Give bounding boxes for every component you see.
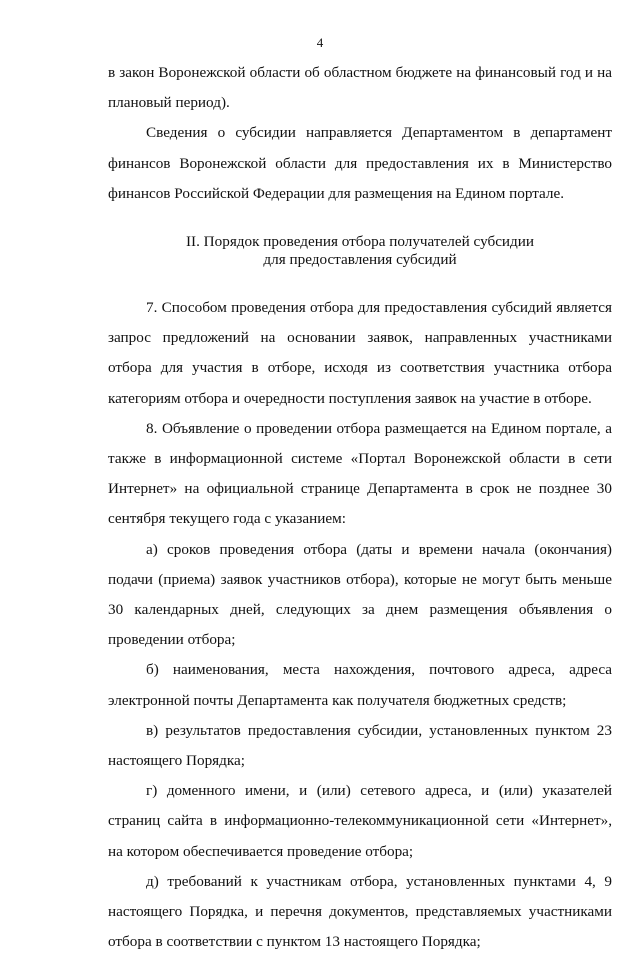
section-heading-line-2: для предоставления субсидий [263, 251, 457, 269]
paragraph-item-8: 8. Объявление о проведении отбора размещается на Едином портале, а также в информационной системе «Портал Воронежской области в сети Интернет» на официальной странице Департамента в срок не позднее 30 сентября текущего года с указанием: [108, 419, 612, 528]
page-number: 4 [316, 35, 324, 50]
section-heading [108, 233, 612, 269]
paragraph-subitem-d: д) требований к участникам отбора, установленных пунктами 4, 9 настоящего Порядка, и перечня документов, представляемых участниками отбора в соответствии с пунктом 13 настоящего Порядка; [108, 872, 612, 951]
section-heading-line-1: II. Порядок проведения отбора получателей субсидии [185, 233, 535, 251]
document-body [108, 58, 612, 957]
paragraph-subitem-a: а) сроков проведения отбора (даты и времени начала (окончания) подачи (приема) заявок участников отбора), которые не могут быть меньше 30 календарных дней, следующих за днем размещения объявления о проведении отбора; [108, 540, 612, 649]
paragraph-subitem-b: б) наименования, места нахождения, почтового адреса, адреса электронной почты Департамента как получателя бюджетных средств; [108, 661, 612, 709]
paragraph-subsidy-info: Сведения о субсидии направляется Департаментом в департамент финансов Воронежской области для предоставления их в Министерство финансов Российской Федерации для размещения на Едином портале. [108, 124, 612, 202]
paragraph-subitem-v: в) результатов предоставления субсидии, установленных пунктом 23 настоящего Порядка; [108, 721, 612, 770]
paragraph-subitem-g: г) доменного имени, и (или) сетевого адреса, и (или) указателей страниц сайта в информационно-телекоммуникационной сети «Интернет», на котором обеспечивается проведение отбора; [108, 782, 612, 860]
paragraph-item-7: 7. Способом проведения отбора для предоставления субсидий является запрос предложений на основании заявок, направленных участниками отбора для участия в отборе, исходя из соответствия участника отбора категориям отбора и очередности поступления заявок на участие в отборе. [108, 299, 612, 407]
paragraph-continuation: в закон Воронежской области об областном бюджете на финансовый год и на плановый период). [108, 64, 612, 112]
